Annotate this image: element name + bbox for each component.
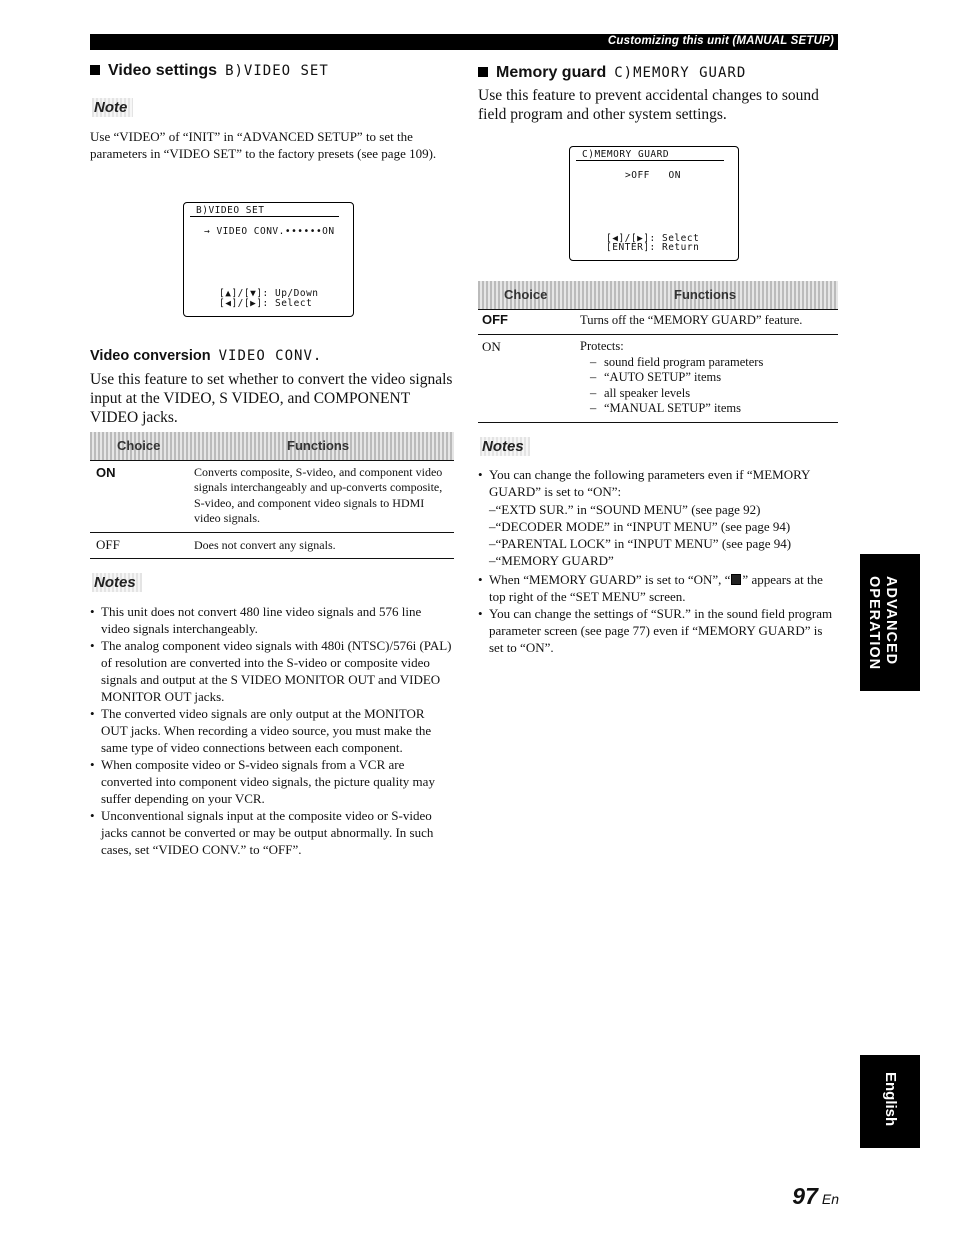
memory-guard-notes: [478, 466, 840, 656]
memory-guard-title: Memory guard: [496, 64, 607, 81]
header-title: Customizing this unit (MANUAL SETUP): [607, 35, 834, 47]
memory-guard-screen: [569, 146, 739, 261]
video-conversion-title: Video conversion: [90, 348, 211, 364]
list-item: – “AUTO SETUP” items: [590, 370, 722, 385]
list-item: – all speaker levels: [590, 385, 691, 400]
video-conversion-description: Use this feature to set whether to convert the video signals input at the VIDEO, S VIDEO, and COMPONENT VIDEO jacks.: [90, 371, 453, 426]
table-row-function: Protects:: [580, 339, 624, 353]
lock-icon: [731, 574, 741, 585]
table-divider: [478, 422, 838, 423]
table-row-function: Converts composite, S-video, and component video signals interchangeably and up-converts composite, S-video, and component video signals to HDMI video signals.: [194, 465, 443, 525]
table-divider: [478, 334, 838, 335]
video-settings-title: Video settings: [108, 62, 218, 79]
screen-help-1: [◀]/[▶]: Select: [606, 233, 700, 244]
table-row-choice: OFF: [96, 537, 120, 552]
screen-help-2: [◀]/[▶]: Select: [219, 298, 313, 309]
video-settings-heading: [90, 62, 329, 80]
side-tab-operation: OPERATION: [866, 576, 882, 671]
table-row-choice: ON: [96, 465, 116, 480]
memory-guard-description: Use this feature to prevent accidental changes to sound field program and other system settings.: [478, 87, 819, 123]
list-item: • When composite video or S-video signals from a VCR are converted into component video signals, the picture quality may suffer depending on your VCR.: [90, 756, 452, 807]
col-functions: Functions: [287, 438, 350, 453]
side-tab-advanced: ADVANCED: [883, 576, 899, 666]
list-item: • You can change the settings of “SUR.” in the sound field program parameter screen (see page 77) even if “MEMORY GUARD” is set to “ON”.: [478, 605, 840, 656]
list-item: – “MANUAL SETUP” items: [590, 400, 742, 415]
memory-guard-heading: [478, 64, 746, 82]
memory-guard-table-header: [478, 281, 838, 309]
header-bar: [90, 34, 838, 50]
square-bullet-icon: [90, 65, 100, 75]
list-item: • This unit does not convert 480 line video signals and 576 line video signals interchangeably.: [90, 603, 452, 637]
list-item: –“MEMORY GUARD”: [489, 553, 614, 568]
video-conversion-lcd-label: VIDEO CONV.: [218, 348, 323, 364]
col-functions: Functions: [674, 287, 737, 302]
video-conversion-notes: [90, 603, 452, 858]
side-tab-english: [860, 1055, 920, 1148]
list-item: • The converted video signals are only output at the MONITOR OUT jacks. When recording a video source, you must make the same type of video connections between each component.: [90, 705, 452, 756]
side-tab-advanced-operation: [860, 554, 920, 691]
list-item: • Unconventional signals input at the composite video or S-video jacks cannot be converted or may be output abnormally. In such cases, set “VIDEO CONV.” to “OFF”.: [90, 807, 452, 858]
note-tag: Note: [92, 98, 133, 117]
screen-title: B)VIDEO SET: [196, 205, 265, 216]
table-divider: [90, 558, 454, 559]
table-row-function: Turns off the “MEMORY GUARD” feature.: [580, 313, 803, 327]
table-row-function: Does not convert any signals.: [194, 538, 336, 552]
list-item: – sound field program parameters: [590, 355, 764, 369]
video-conversion-table-header: [90, 432, 454, 460]
screen-row: → VIDEO CONV.••••••ON: [204, 226, 335, 237]
list-item: • When “MEMORY GUARD” is set to “ON”, “ ” appears at the top right of the “SET MENU” screen.: [478, 571, 840, 605]
notes-tag: Notes: [92, 573, 142, 592]
table-divider: [90, 460, 454, 461]
video-settings-lcd-label: B)VIDEO SET: [225, 63, 329, 79]
table-divider: [90, 532, 454, 533]
memory-guard-lcd-label: C)MEMORY GUARD: [614, 65, 747, 81]
protects-list: [590, 355, 763, 416]
video-settings-note-text: Use “VIDEO” of “INIT” in “ADVANCED SETUP” to set the parameters in “VIDEO SET” to the factory presets (see page 109).: [90, 129, 437, 161]
table-row-choice: OFF: [482, 312, 508, 327]
screen-row: >OFF ON: [625, 170, 681, 181]
list-item: –“EXTD SUR.” in “SOUND MENU” (see page 92): [489, 502, 761, 517]
screen-help-1: [▲]/[▼]: Up/Down: [219, 288, 319, 299]
side-tab-english-label: English: [882, 1072, 899, 1127]
table-divider: [478, 309, 838, 310]
list-item: • The analog component video signals with 480i (NTSC)/576i (PAL) of resolution are converted into the S-video or composite video signals and output at the S VIDEO MONITOR OUT and VIDEO MONITOR OUT jacks.: [90, 637, 452, 705]
page-number: 97 En: [792, 1183, 839, 1209]
notes-tag: Notes: [480, 437, 530, 456]
col-choice: Choice: [117, 438, 161, 453]
list-item: • You can change the following parameters even if “MEMORY GUARD” is set to “ON”: –“EXTD SUR.” in “SOUND MENU” (see page 92) –“DECODER MODE” in “INPUT MENU” (see page 94) –“PARENTAL LOCK” in “INPUT MENU” (see page 94) –“MEMORY GUARD”: [478, 466, 840, 569]
table-row-choice: ON: [482, 339, 501, 354]
square-bullet-icon: [478, 67, 488, 77]
list-item: –“DECODER MODE” in “INPUT MENU” (see page 94): [489, 519, 791, 534]
video-set-screen: [183, 202, 354, 317]
screen-help-2: [ENTER]: Return: [606, 242, 700, 253]
col-choice: Choice: [504, 287, 548, 302]
video-conversion-heading: [90, 348, 322, 364]
list-item: –“PARENTAL LOCK” in “INPUT MENU” (see page 94): [489, 536, 792, 551]
screen-title: C)MEMORY GUARD: [582, 149, 670, 160]
